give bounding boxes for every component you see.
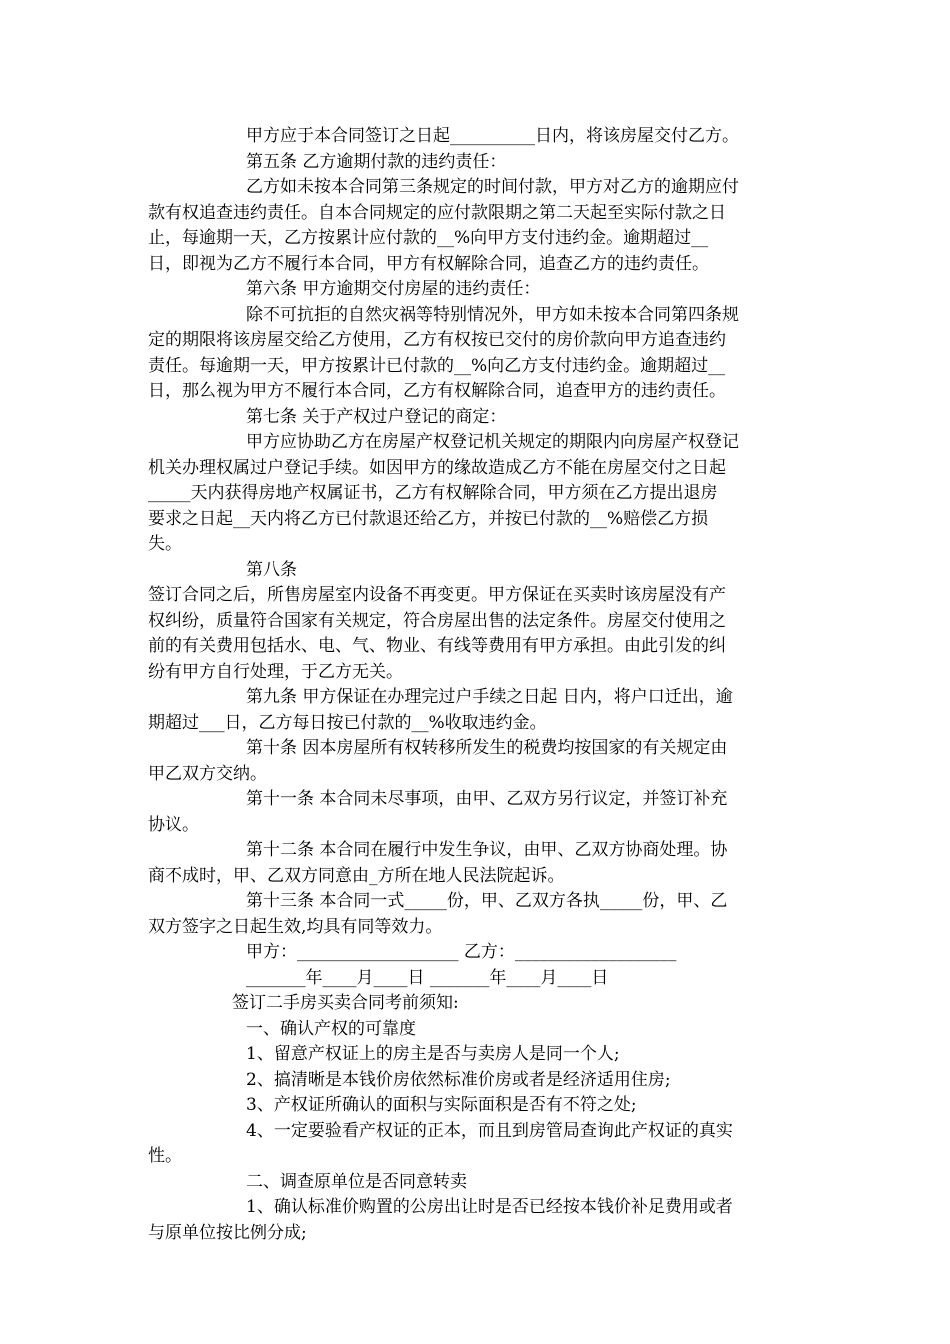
text-line: 双方签字之日起生效,均具有同等效力。: [148, 916, 443, 937]
text-line: 第十三条 本合同一式_____份，甲、乙双方各执_____份，甲、乙: [246, 891, 728, 911]
text-line: 日，即视为乙方不履行本合同，甲方有权解除合同，追查乙方的违约责任。: [148, 253, 709, 274]
text-line: 前的有关费用包括水、电、气、物业、有线等费用有甲方承担。由此引发的纠: [148, 636, 726, 656]
text-line: 2、搞清晰是本钱价房依然标准价房或者是经济适用住房;: [246, 1069, 671, 1090]
text-line: 签订二手房买卖合同考前须知:: [232, 993, 459, 1013]
text-line: 1、留意产权证上的房主是否与卖房人是同一个人;: [246, 1044, 620, 1064]
text-line: 除不可抗拒的自然灾祸等特别情况外，甲方如未按本合同第四条规: [246, 304, 739, 325]
text-line: 乙方如未按本合同第三条规定的时间付款，甲方对乙方的逾期应付: [246, 177, 739, 197]
text-line: 第十二条 本合同在履行中发生争议，由甲、乙双方协商处理。协: [246, 840, 728, 860]
text-line: 责任。每逾期一天，甲方按累计已付款的__%向乙方支付违约金。逾期超过__: [148, 355, 726, 376]
text-line: 1、确认标准价购置的公房出让时是否已经按本钱价补足费用或者: [246, 1197, 733, 1217]
text-line: 甲方应于本合同签订之日起__________日内，将该房屋交付乙方。: [246, 126, 739, 146]
text-line: 与原单位按比例分成;: [148, 1222, 307, 1243]
document-body: [148, 124, 808, 1246]
text-line: _____天内获得房地产权属证书，乙方有权解除合同，甲方须在乙方提出退房: [148, 483, 718, 503]
text-line: 甲乙双方交纳。: [148, 763, 267, 784]
text-line: 商不成时，甲、乙双方同意由_方所在地人民法院起诉。: [148, 865, 565, 886]
text-line: 一、确认产权的可靠度: [246, 1018, 416, 1039]
text-line: 失。: [148, 534, 182, 554]
text-line: 权纠纷，质量符合国家有关规定，符合房屋出售的法定条件。房屋交付使用之: [148, 610, 726, 631]
text-line: 4、一定要验看产权证的正本，而且到房管局查询此产权证的真实: [246, 1120, 733, 1141]
text-line: 纷有甲方自行处理，于乙方无关。: [148, 661, 403, 682]
text-line: 第五条 乙方逾期付款的违约责任：: [246, 151, 507, 172]
text-line: 甲方应协助乙方在房屋产权登记机关规定的期限内向房屋产权登记: [246, 432, 739, 452]
text-line: 甲方：___________________ 乙方：___________________: [246, 942, 677, 962]
text-line: 期超过___日，乙方每日按已付款的__%收取违约金。: [148, 712, 547, 733]
text-line: 款有权追查违约责任。自本合同规定的应付款限期之第二天起至实际付款之日: [148, 202, 726, 223]
text-line: 要求之日起__天内将乙方已付款退还给乙方，并按已付款的__%赔偿乙方损: [148, 508, 709, 529]
text-line: 第九条 甲方保证在办理完过户手续之日起 日内，将户口迁出，逾: [246, 687, 733, 707]
text-line: 第七条 关于产权过户登记的商定：: [246, 406, 507, 427]
text-line: 第十一条 本合同未尽事项，由甲、乙双方另行议定，并签订补充: [246, 789, 728, 809]
text-line: 二、调查原单位是否同意转卖: [246, 1171, 467, 1192]
text-line: 第八条: [246, 559, 297, 580]
text-line: 性。: [148, 1146, 182, 1166]
text-line: 止，每逾期一天，乙方按累计应付款的__%向甲方支付违约金。逾期超过__: [148, 228, 709, 248]
text-line: 签订合同之后，所售房屋室内设备不再变更。甲方保证在买卖时该房屋没有产: [148, 585, 726, 605]
text-line: 3、产权证所确认的面积与实际面积是否有不符之处;: [246, 1095, 637, 1115]
text-line: 第十条 因本房屋所有权转移所发生的税费均按国家的有关规定由: [246, 738, 728, 758]
text-line: 机关办理权属过户登记手续。如因甲方的缘故造成乙方不能在房屋交付之日起: [148, 457, 726, 478]
text-line: 第六条 甲方逾期交付房屋的违约责任：: [246, 279, 541, 299]
text-line: 日，那么视为甲方不履行本合同，乙方有权解除合同，追查甲方的违约责任。: [148, 381, 726, 401]
text-line: _______年____月____日 _______年____月____日: [246, 967, 609, 988]
text-line: 协议。: [148, 814, 199, 835]
text-line: 定的期限将该房屋交给乙方使用，乙方有权按已交付的房价款向甲方追查违约: [148, 330, 726, 350]
